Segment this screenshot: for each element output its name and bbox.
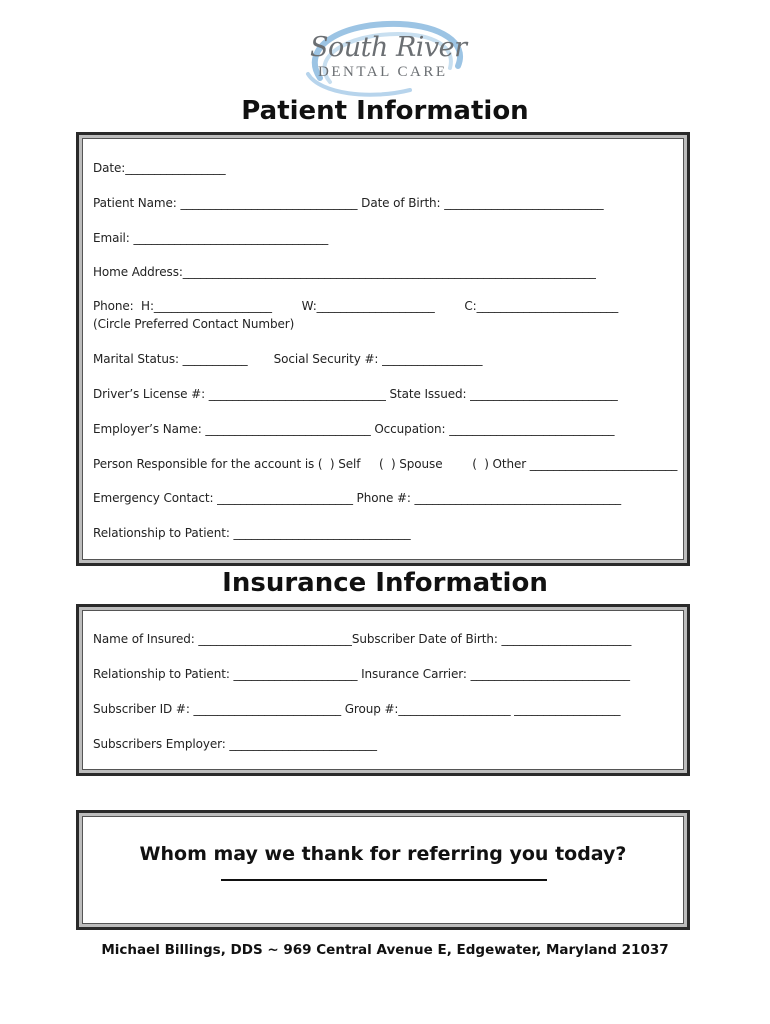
practice-footer: Michael Billings, DDS ~ 969 Central Avenue E, Edgewater, Maryland 21037 [101, 942, 669, 958]
insurance-information-box [76, 604, 690, 776]
responsible-party-field[interactable]: Person Responsible for the account is ( ) Self ( ) Spouse ( ) Other _________________________ [93, 457, 678, 471]
referral-box [76, 810, 690, 930]
date-field[interactable]: Date:_________________ [93, 161, 226, 175]
phone-field[interactable]: Phone: H:____________________ W:____________________ C:________________________ [93, 299, 619, 313]
insurance-information-title: Insurance Information [222, 568, 548, 598]
insurance-carrier-field[interactable]: Relationship to Patient: _____________________ Insurance Carrier: ___________________________ [93, 667, 630, 681]
phone-note: (Circle Preferred Contact Number) [93, 317, 295, 331]
insured-name-field[interactable]: Name of Insured: __________________________Subscriber Date of Birth: ______________________ [93, 632, 632, 646]
patient-information-box [76, 132, 690, 566]
relationship-field[interactable]: Relationship to Patient: ______________________________ [93, 526, 411, 540]
referral-blank-line[interactable] [221, 879, 547, 881]
referral-question: Whom may we thank for referring you today? [139, 843, 627, 865]
subscriber-employer-field[interactable]: Subscribers Employer: _________________________ [93, 737, 377, 751]
drivers-license-field[interactable]: Driver’s License #: ______________________________ State Issued: _________________________ [93, 387, 618, 401]
home-address-field[interactable]: Home Address:______________________________________________________________________ [93, 265, 596, 279]
patient-information-title: Patient Information [241, 96, 529, 126]
email-field[interactable]: Email: _________________________________ [93, 231, 329, 245]
patient-name-dob-field[interactable]: Patient Name: ______________________________ Date of Birth: ___________________________ [93, 196, 604, 210]
practice-logo [300, 18, 470, 98]
subscriber-id-field[interactable]: Subscriber ID #: _________________________ Group #:___________________ __________________ [93, 702, 621, 716]
emergency-contact-field[interactable]: Emergency Contact: _______________________ Phone #: ___________________________________ [93, 491, 622, 505]
logo-tagline: DENTAL CARE [318, 64, 448, 80]
marital-ssn-field[interactable]: Marital Status: ___________ Social Security #: _________________ [93, 352, 483, 366]
logo-name: South River [310, 32, 467, 63]
employer-occupation-field[interactable]: Employer’s Name: ____________________________ Occupation: ____________________________ [93, 422, 615, 436]
